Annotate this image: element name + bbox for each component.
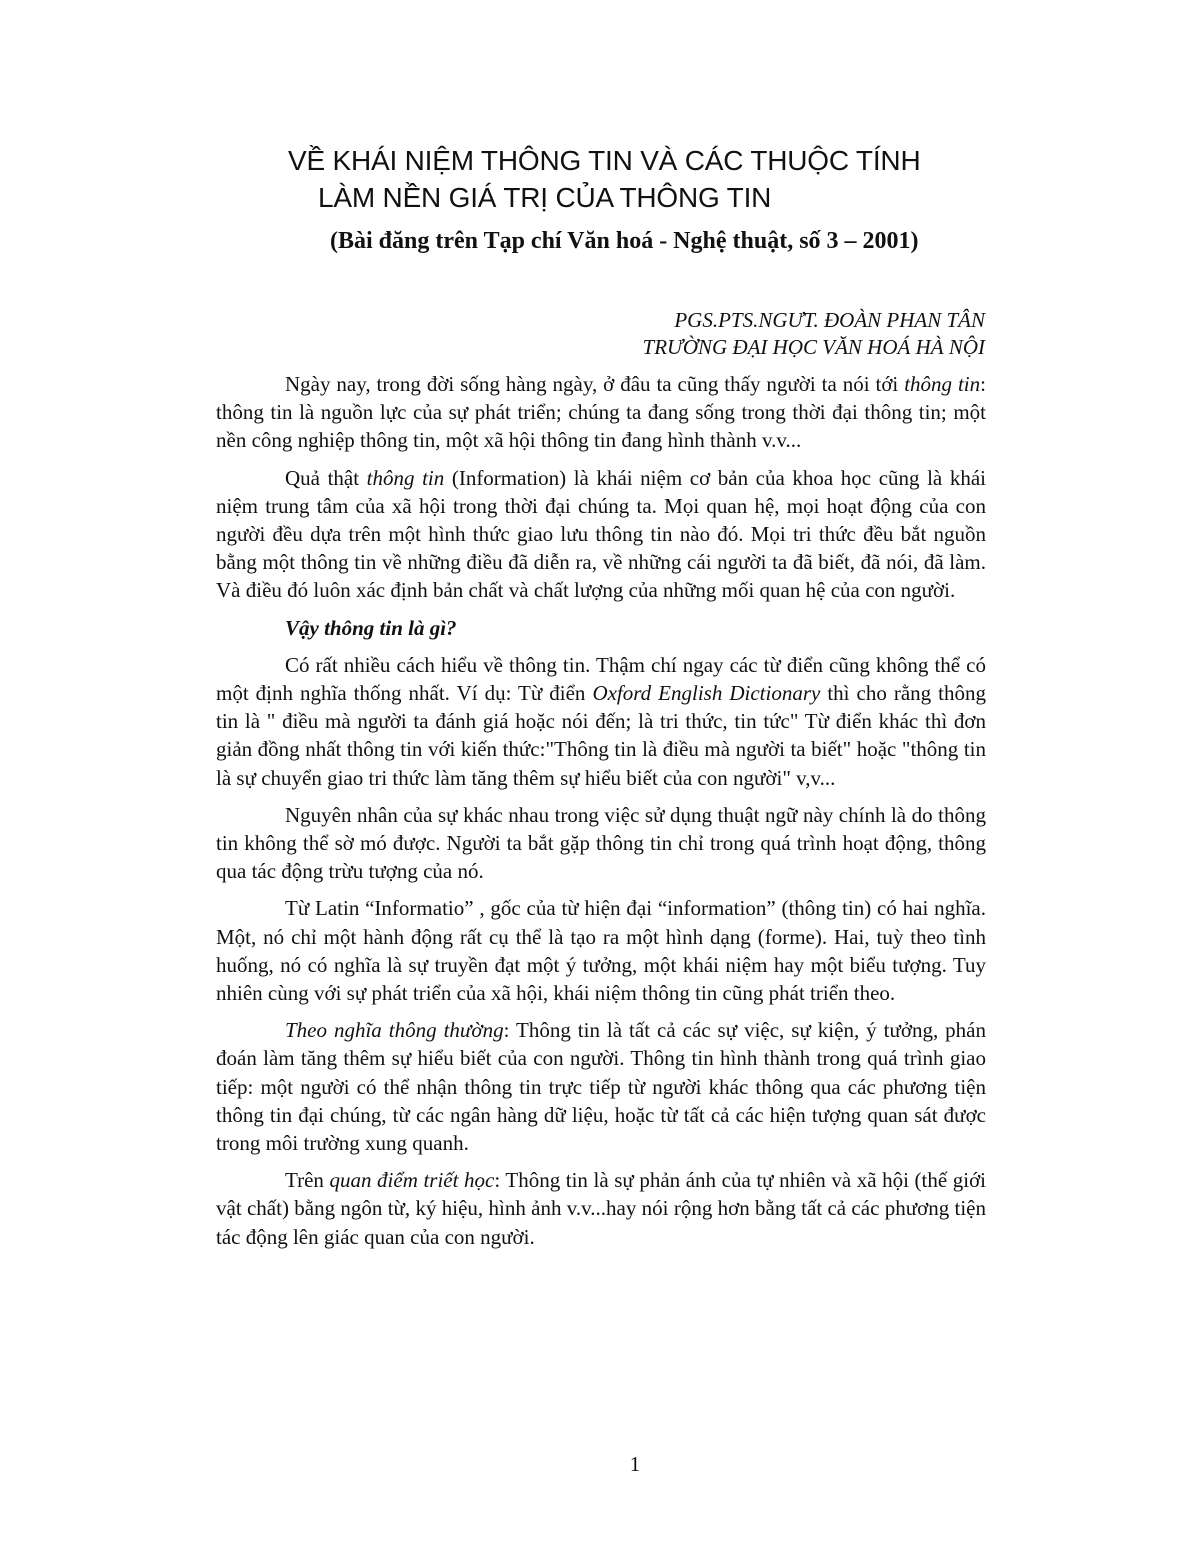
- author-name: PGS.PTS.NGƯT. ĐOÀN PHAN TÂN: [674, 308, 985, 332]
- emphasis-term: quan điểm triết học: [329, 1168, 495, 1193]
- emphasis-term: Theo nghĩa thông thường: [285, 1018, 504, 1043]
- article-body: [216, 370, 986, 1260]
- paragraph-4: Nguyên nhân của sự khác nhau trong việc sử dụng thuật ngữ này chính là do thông tin không thể sờ mó được. Người ta bắt gặp thông tin chỉ trong quá trình hoạt động, thông qua tác động trừu tượng của nó.: [216, 802, 986, 884]
- paragraph-1: Ngày nay, trong đời sống hàng ngày, ở đâu ta cũng thấy người ta nói tới thông tin: thông tin là nguồn lực của sự phát triển; chúng ta đang sống trong thời đại thông tin; một nền công nghiệp thông tin, một xã hội thông tin đang hình thành v.v...: [216, 372, 986, 453]
- paragraph-7: Trên quan điểm triết học: Thông tin là sự phản ánh của tự nhiên và xã hội (thế giới vật chất) bằng ngôn từ, ký hiệu, hình ảnh v.v...hay nói rộng hơn bằng tất cả các phương tiện tác động lên giác quan của con người.: [216, 1168, 987, 1249]
- page-number: 1: [629, 1452, 641, 1476]
- title-line-2: LÀM NỀN GIÁ TRỊ CỦA THÔNG TIN: [318, 182, 772, 213]
- paragraph-5: Từ Latin “Informatio” , gốc của từ hiện đại “information” (thông tin) có hai nghĩa. Một, nó chỉ một hành động rất cụ thể là tạo ra một hình dạng (forme). Hai, tuỳ theo tình huống, nó có nghĩa là sự truyền đạt một ý tưởng, một khái niệm hay một biểu tượng. Tuy nhiên cùng với sự phát triển của xã hội, khái niệm thông tin cũng phát triển theo.: [216, 896, 986, 1006]
- author-block: [540, 307, 985, 361]
- article-title: [288, 142, 1008, 216]
- paragraph-6: Theo nghĩa thông thường: Thông tin là tất cả các sự việc, sự kiện, ý tưởng, phán đoán làm tăng thêm sự hiểu biết của con người. Thông tin hình thành trong quá trình giao tiếp: một người có thể nhận thông tin trực tiếp từ người khác thông qua các phương tiện thông tin đại chúng, từ các ngân hàng dữ liệu, hoặc từ tất cả các hiện tượng quan sát được trong môi trường xung quanh.: [216, 1018, 986, 1156]
- section-heading: Vậy thông tin là gì?: [285, 615, 457, 640]
- title-line-1: VỀ KHÁI NIỆM THÔNG TIN VÀ CÁC THUỘC TÍNH: [288, 145, 921, 176]
- author-affiliation: TRƯỜNG ĐẠI HỌC VĂN HOÁ HÀ NỘI: [642, 335, 985, 359]
- paragraph-3: Có rất nhiều cách hiểu về thông tin. Thậm chí ngay các từ điển cũng không thể có một định nghĩa thống nhất. Ví dụ: Từ điển Oxford English Dictionary thì cho rằng thông tin là " điều mà người ta đánh giá hoặc nói đến; là tri thức, tin tức" Từ điển khác thì đơn giản đồng nhất thông tin với kiến thức:"Thông tin là điều mà người ta biết" hoặc "thông tin là sự chuyển giao tri thức làm tăng thêm sự hiểu biết của con người" v,v...: [216, 652, 987, 790]
- article-subtitle: (Bài đăng trên Tạp chí Văn hoá - Nghệ thuật, số 3 – 2001): [330, 228, 919, 254]
- emphasis-term: Oxford English Dictionary: [592, 681, 821, 706]
- emphasis-term: thông tin: [904, 372, 981, 396]
- paragraph-2: Quả thật thông tin (Information) là khái niệm cơ bản của khoa học cũng là khái niệm trung tâm của xã hội trong thời đại chúng ta. Mọi quan hệ, mọi hoạt động của con người đều dựa trên một hình thức giao lưu thông tin nào đó. Mọi tri thức đều bắt nguồn bằng một thông tin về những điều đã diễn ra, về những cái người ta đã biết, đã nói, đã làm. Và điều đó luôn xác định bản chất và chất lượng của những mối quan hệ của con người.: [216, 465, 986, 603]
- emphasis-term: thông tin: [366, 465, 445, 490]
